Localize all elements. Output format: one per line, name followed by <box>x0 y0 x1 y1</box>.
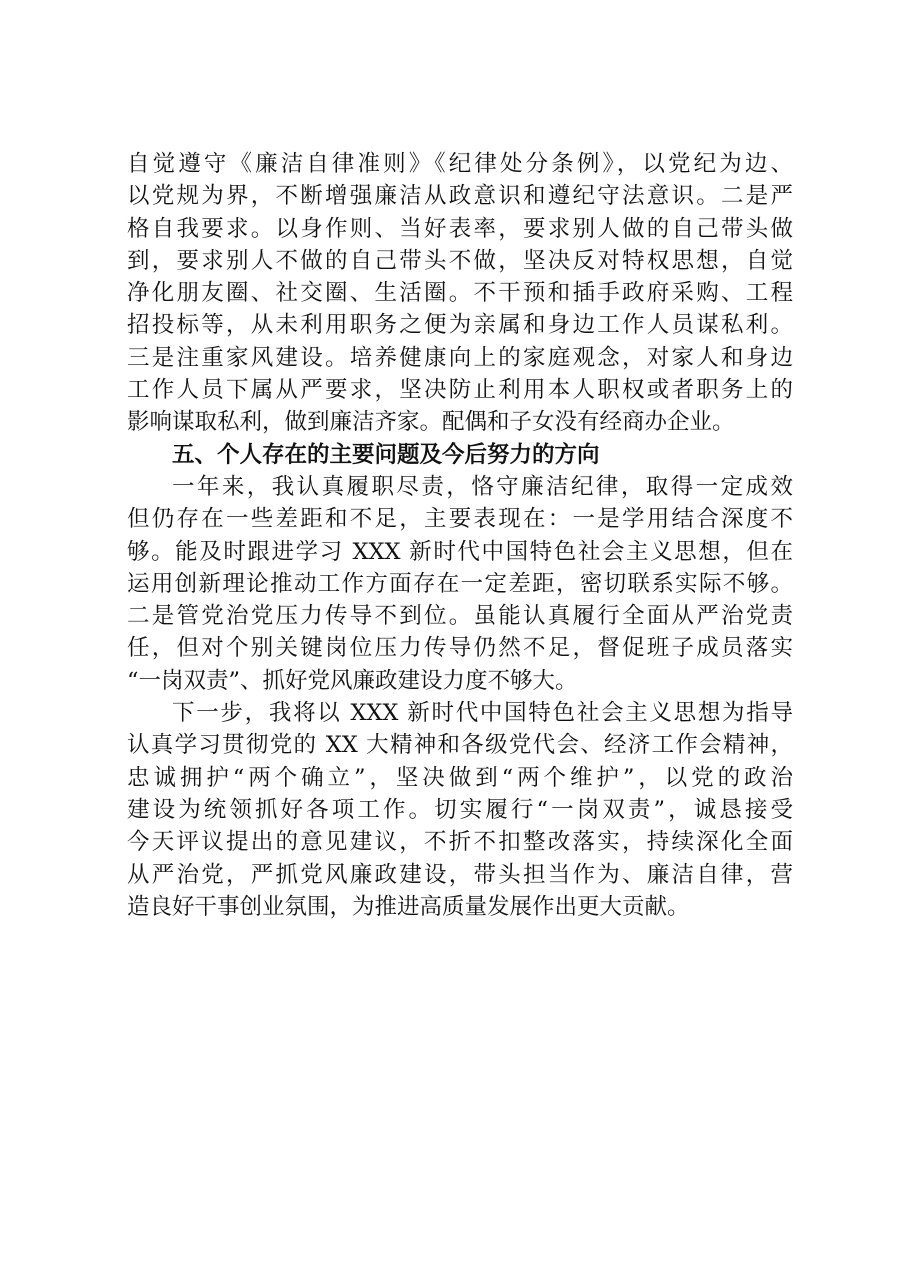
body-line: 认真学习贯彻党的 XX 大精神和各级党代会、经济工作会精神， <box>127 732 793 759</box>
body-line: 以党规为界，不断增强廉洁从政意识和遵纪守法意识。二是严 <box>127 183 793 210</box>
body-line: 下一步，我将以 XXX 新时代中国特色社会主义思想为指导 <box>172 700 793 727</box>
body-line: “一岗双责”、抓好党风廉政建设力度不够大。 <box>127 667 578 694</box>
body-line: 工作人员下属从严要求，坚决防止利用本人职权或者职务上的 <box>127 377 793 404</box>
body-line: 招投标等，从未利用职务之便为亲属和身边工作人员谋私利。 <box>127 312 793 339</box>
body-line: 格自我要求。以身作则、当好表率，要求别人做的自己带头做 <box>127 215 793 242</box>
body-line: 从严治党，严抓党风廉政建设，带头担当作为、廉洁自律，营 <box>127 861 793 888</box>
body-line: 二是管党治党压力传导不到位。虽能认真履行全面从严治党责 <box>127 603 793 630</box>
body-line: 一年来，我认真履职尽责，恪守廉洁纪律，取得一定成效 <box>172 473 793 500</box>
body-line: 自觉遵守《廉洁自律准则》《纪律处分条例》，以党纪为边、 <box>127 151 793 177</box>
document-body <box>127 148 793 923</box>
body-line: 影响谋取私利，做到廉洁齐家。配偶和子女没有经商办企业。 <box>127 409 735 436</box>
body-line: 到，要求别人不做的自己带头不做，坚决反对特权思想，自觉 <box>127 247 793 274</box>
body-line: 净化朋友圈、社交圈、生活圈。不干预和插手政府采购、工程 <box>127 280 793 307</box>
body-line: 够。能及时跟进学习 XXX 新时代中国特色社会主义思想，但在 <box>127 538 793 565</box>
body-line: 任，但对个别关键岗位压力传导仍然不足，督促班子成员落实 <box>127 635 793 662</box>
body-line: 今天评议提出的意见建议，不折不扣整改落实，持续深化全面 <box>127 829 793 856</box>
body-line: 运用创新理论推动工作方面存在一定差距，密切联系实际不够。 <box>127 570 793 597</box>
section-heading: 五、个人存在的主要问题及今后努力的方向 <box>172 441 600 468</box>
body-line: 建设为统领抓好各项工作。切实履行“一岗双责”，诚恳接受 <box>127 796 793 823</box>
body-line: 造良好干事创业氛围，为推进高质量发展作出更大贡献。 <box>127 893 690 920</box>
body-line: 三是注重家风建设。培养健康向上的家庭观念，对家人和身边 <box>127 344 793 371</box>
body-line: 但仍存在一些差距和不足，主要表现在：一是学用结合深度不 <box>127 506 793 533</box>
body-line: 忠诚拥护“两个确立”，坚决做到“两个维护”，以党的政治 <box>127 764 793 791</box>
